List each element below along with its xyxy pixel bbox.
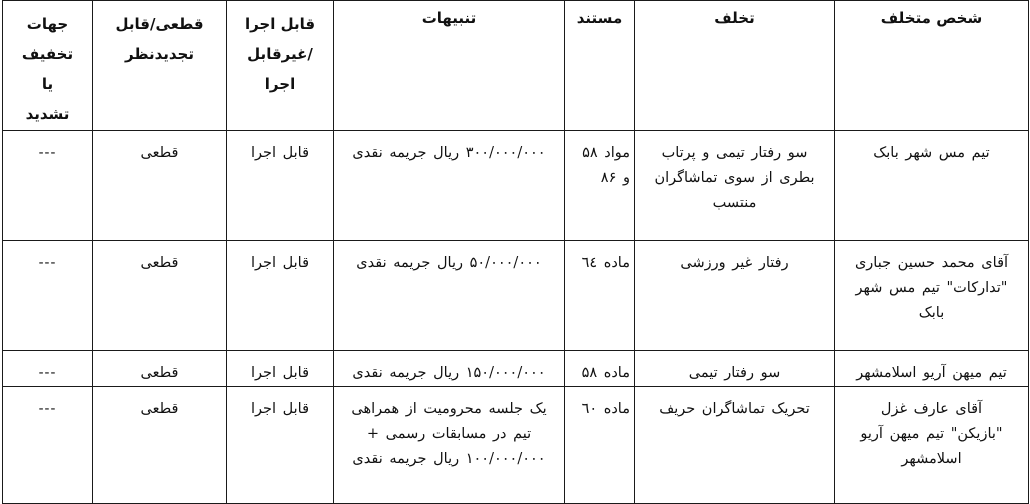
cell-penalty [334, 351, 565, 387]
header-person: شخص متخلف [835, 1, 1029, 131]
cell-modifier: --- [3, 241, 93, 351]
cell-penalty [334, 387, 565, 504]
table-header-row [3, 1, 1029, 131]
header-executable-line: /غیرقابل [247, 45, 313, 63]
table-row [3, 387, 1029, 504]
cell-modifier: --- [3, 131, 93, 241]
penalty-line: یک جلسه محرومیت از همراهی [351, 401, 547, 417]
penalty-line: ۱۵۰/۰۰۰/۰۰۰ ریال جریمه نقدی [352, 365, 546, 381]
person-line: آقای محمد حسین جباری [854, 255, 1009, 271]
header-modifier-line: تخفیف [21, 45, 74, 63]
header-penalties: تنبیهات [334, 1, 565, 131]
cell-executable: قابل اجرا [227, 131, 334, 241]
penalty-line: تیم در مسابقات رسمی + [366, 426, 532, 442]
penalty-line: ۳۰۰/۰۰۰/۰۰۰ ریال جریمه نقدی [352, 145, 546, 161]
cell-modifier: --- [3, 387, 93, 504]
header-final [93, 1, 227, 131]
cell-violation [635, 131, 835, 241]
violation-line: تحریک تماشاگران حریف [659, 401, 810, 417]
cell-violation [635, 351, 835, 387]
violation-line: بطری از سوی تماشاگران [654, 170, 815, 186]
person-line: "بازیکن" تیم میهن آریو [860, 426, 1003, 442]
cell-final: قطعی [93, 387, 227, 504]
cell-person [835, 351, 1029, 387]
header-violation: تخلف [635, 1, 835, 131]
person-line: آقای عارف غزل [880, 401, 983, 417]
cell-penalty [334, 131, 565, 241]
cell-modifier: --- [3, 351, 93, 387]
cell-executable: قابل اجرا [227, 387, 334, 504]
header-final-line: قطعی/قابل [115, 15, 204, 33]
document-line: مواد ۵۸ [582, 145, 630, 161]
penalty-line: ۱۰۰/۰۰۰/۰۰۰ ریال جریمه نقدی [352, 451, 546, 467]
cell-executable: قابل اجرا [227, 351, 334, 387]
table-row [3, 131, 1029, 241]
violation-line: سو رفتار تیمی و پرتاب [661, 145, 808, 161]
person-line: بابک [918, 305, 945, 321]
cell-violation [635, 387, 835, 504]
document-line: و ۸۶ [600, 170, 630, 186]
cell-document [565, 387, 635, 504]
header-document: مستند [565, 1, 635, 131]
person-line: تیم مس شهر بابک [873, 145, 990, 161]
violations-table [2, 0, 1029, 504]
table-row [3, 241, 1029, 351]
person-line: "تدارکات" تیم مس شهر [855, 280, 1008, 296]
cell-person [835, 131, 1029, 241]
cell-final: قطعی [93, 241, 227, 351]
header-modifier [3, 1, 93, 131]
table-row [3, 351, 1029, 387]
cell-document [565, 351, 635, 387]
header-modifier-line: تشدید [25, 105, 70, 123]
document-line: ماده ٦٤ [581, 255, 630, 271]
document-line: ماده ۵۸ [581, 365, 630, 381]
cell-person [835, 241, 1029, 351]
header-executable [227, 1, 334, 131]
person-line: تیم میهن آریو اسلامشهر [856, 365, 1007, 381]
cell-violation [635, 241, 835, 351]
document-line: ماده ٦۰ [581, 401, 630, 417]
header-executable-line: قابل اجرا [244, 15, 316, 33]
penalty-line: ۵۰/۰۰۰/۰۰۰ ریال جریمه نقدی [356, 255, 542, 271]
cell-document [565, 241, 635, 351]
header-executable-line: اجرا [264, 75, 296, 93]
cell-executable: قابل اجرا [227, 241, 334, 351]
header-modifier-line: یا [41, 75, 54, 93]
violation-line: سو رفتار تیمی [688, 365, 781, 381]
person-line: اسلامشهر [901, 451, 962, 467]
cell-document [565, 131, 635, 241]
header-modifier-line: جهات [26, 15, 69, 33]
violation-line: رفتار غیر ورزشی [680, 255, 789, 271]
cell-final: قطعی [93, 351, 227, 387]
cell-person [835, 387, 1029, 504]
cell-penalty [334, 241, 565, 351]
header-final-line: تجدیدنظر [125, 45, 194, 63]
violation-line: منتسب [712, 195, 757, 211]
cell-final: قطعی [93, 131, 227, 241]
